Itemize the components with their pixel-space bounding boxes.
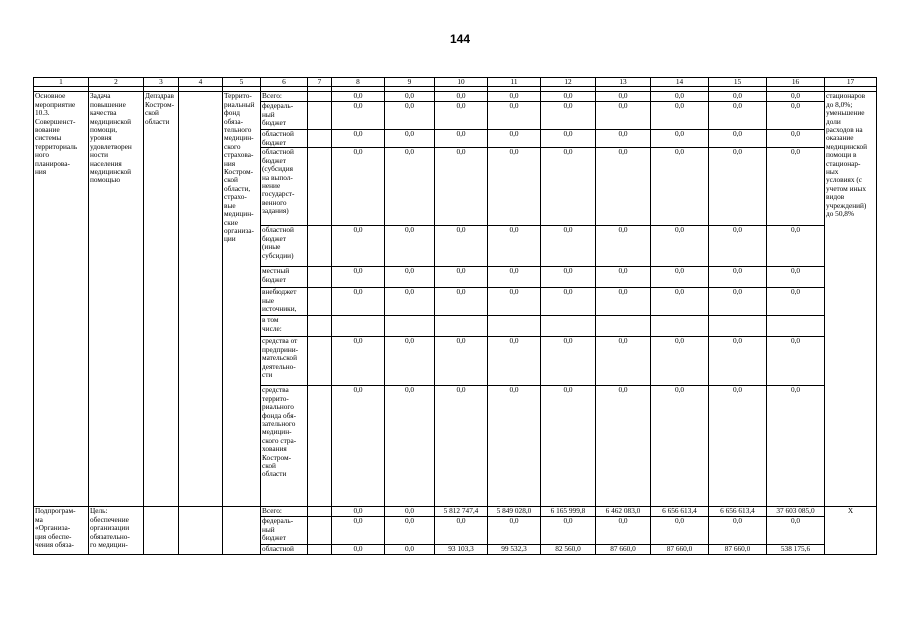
value-cell: 0,0: [596, 226, 651, 267]
value-cell: 0,0: [541, 517, 596, 545]
value-cell: 6 656 613,4: [651, 507, 709, 517]
value-cell: 0,0: [385, 337, 435, 386]
column-number: 8: [332, 78, 385, 87]
value-cell: 0,0: [385, 102, 435, 130]
value-cell: 0,0: [596, 148, 651, 226]
value-cell: 0,0: [709, 92, 767, 102]
value-cell: 0,0: [709, 102, 767, 130]
value-cell: 0,0: [596, 337, 651, 386]
empty-cell: [223, 507, 261, 555]
funding-source-cell: областной: [261, 545, 308, 555]
empty-cell: [308, 386, 332, 507]
funding-source-cell: внебюджет ные источники,: [261, 288, 308, 316]
value-cell: 0,0: [435, 288, 488, 316]
value-cell: 538 175,6: [767, 545, 825, 555]
value-cell: 0,0: [596, 267, 651, 288]
activity-cell: Подпрограм- ма «Организа- ция обеспе- чения обяза-: [34, 507, 89, 555]
value-cell: 0,0: [385, 148, 435, 226]
value-cell: 0,0: [332, 267, 385, 288]
value-cell: 0,0: [488, 92, 541, 102]
value-cell: 0,0: [651, 288, 709, 316]
value-cell: 0,0: [709, 226, 767, 267]
empty-cell: [308, 92, 332, 102]
empty-cell: [308, 316, 332, 337]
value-cell: 93 103,3: [435, 545, 488, 555]
value-cell: 0,0: [767, 386, 825, 507]
value-cell: 0,0: [385, 92, 435, 102]
value-cell: 0,0: [385, 517, 435, 545]
empty-cell: [308, 226, 332, 267]
activity-cell: Основное мероприятие 10.3. Совершенст- вование системы территориаль ного планирова- ния: [34, 92, 89, 507]
value-cell: 0,0: [596, 130, 651, 148]
funding-source-cell: в том числе:: [261, 316, 308, 337]
value-cell: 0,0: [332, 507, 385, 517]
indicator-cell: стационаров до 8,0%; уменьшение доли расходов на оказание медицинской помощи в стационар- ных условиях (с учетом иных видов учреждений) до 50,8%: [825, 92, 877, 507]
column-number: 6: [261, 78, 308, 87]
column-number: 10: [435, 78, 488, 87]
value-cell: 0,0: [332, 130, 385, 148]
value-cell: 0,0: [651, 130, 709, 148]
empty-cell: [308, 337, 332, 386]
value-cell: 0,0: [435, 92, 488, 102]
value-cell: [332, 316, 385, 337]
value-cell: 0,0: [767, 288, 825, 316]
value-cell: [541, 316, 596, 337]
value-cell: 0,0: [385, 507, 435, 517]
funding-source-cell: средства террито- риального фонда обя- зательного медицин- ского стра- хования Костром- ской области: [261, 386, 308, 507]
value-cell: 0,0: [767, 102, 825, 130]
column-number-row: [34, 78, 877, 87]
value-cell: 0,0: [651, 102, 709, 130]
value-cell: 0,0: [435, 267, 488, 288]
value-cell: 0,0: [385, 386, 435, 507]
empty-cell: [308, 517, 332, 545]
value-cell: [651, 316, 709, 337]
column-number: 16: [767, 78, 825, 87]
value-cell: 0,0: [385, 130, 435, 148]
value-cell: 0,0: [488, 386, 541, 507]
value-cell: 0,0: [541, 337, 596, 386]
column-number: 14: [651, 78, 709, 87]
value-cell: 0,0: [651, 386, 709, 507]
value-cell: 0,0: [767, 267, 825, 288]
value-cell: 0,0: [488, 517, 541, 545]
value-cell: [596, 316, 651, 337]
value-cell: 0,0: [651, 517, 709, 545]
column-number: 5: [223, 78, 261, 87]
empty-cell: [179, 92, 223, 507]
funding-source-cell: местный бюджет: [261, 267, 308, 288]
task-cell: Задача повышение качества медицинской помощи, уровня удовлетворен ности населения медицинской помощью: [89, 92, 144, 507]
value-cell: 0,0: [767, 337, 825, 386]
value-cell: 0,0: [767, 92, 825, 102]
value-cell: 0,0: [709, 337, 767, 386]
value-cell: 0,0: [541, 92, 596, 102]
budget-table: [33, 77, 877, 555]
value-cell: 0,0: [709, 148, 767, 226]
value-cell: [709, 316, 767, 337]
value-cell: [488, 316, 541, 337]
value-cell: 0,0: [767, 517, 825, 545]
value-cell: 0,0: [435, 386, 488, 507]
value-cell: [385, 316, 435, 337]
value-cell: 0,0: [709, 288, 767, 316]
empty-cell: [308, 288, 332, 316]
value-cell: 0,0: [332, 545, 385, 555]
column-number: 3: [144, 78, 179, 87]
value-cell: 0,0: [488, 130, 541, 148]
empty-cell: [308, 267, 332, 288]
value-cell: 87 660,0: [596, 545, 651, 555]
funding-source-cell: Всего:: [261, 92, 308, 102]
value-cell: 5 812 747,4: [435, 507, 488, 517]
participants-cell: Террито- риальный фонд обяза- тельного медицин- ского страхова- ния Костром- ской области, страхо- вые медицин- ские организа- ции: [223, 92, 261, 507]
funding-source-cell: федераль- ный бюджет: [261, 102, 308, 130]
value-cell: 0,0: [385, 545, 435, 555]
value-cell: 0,0: [488, 267, 541, 288]
value-cell: 0,0: [709, 130, 767, 148]
value-cell: 0,0: [541, 288, 596, 316]
funding-source-cell: Всего:: [261, 507, 308, 517]
value-cell: 0,0: [541, 102, 596, 130]
value-cell: 0,0: [385, 226, 435, 267]
value-cell: [435, 316, 488, 337]
funding-source-cell: областной бюджет: [261, 130, 308, 148]
value-cell: 0,0: [541, 226, 596, 267]
column-number: 17: [825, 78, 877, 87]
value-cell: 0,0: [488, 288, 541, 316]
value-cell: 0,0: [767, 130, 825, 148]
value-cell: 0,0: [651, 92, 709, 102]
funding-source-cell: областной бюджет (иные субсидии): [261, 226, 308, 267]
empty-cell: [308, 102, 332, 130]
value-cell: 0,0: [596, 102, 651, 130]
value-cell: 0,0: [332, 386, 385, 507]
value-cell: 0,0: [651, 267, 709, 288]
value-cell: 0,0: [332, 226, 385, 267]
funding-source-cell: областной бюджет (субсидия на выпол- нение государст- венного задания): [261, 148, 308, 226]
value-cell: 6 462 083,0: [596, 507, 651, 517]
column-number: 9: [385, 78, 435, 87]
column-number: 13: [596, 78, 651, 87]
value-cell: 0,0: [651, 226, 709, 267]
value-cell: 0,0: [332, 517, 385, 545]
value-cell: 0,0: [435, 102, 488, 130]
value-cell: 0,0: [332, 148, 385, 226]
empty-cell: [308, 148, 332, 226]
value-cell: 0,0: [435, 226, 488, 267]
value-cell: 6 656 613,4: [709, 507, 767, 517]
value-cell: 6 165 999,8: [541, 507, 596, 517]
value-cell: 0,0: [435, 337, 488, 386]
column-number: 12: [541, 78, 596, 87]
column-number: 7: [308, 78, 332, 87]
task-cell: Цель: обеспечение организации обязательно- го медицин-: [89, 507, 144, 555]
value-cell: 0,0: [332, 102, 385, 130]
column-number: 4: [179, 78, 223, 87]
empty-cell: [308, 507, 332, 517]
column-number: 2: [89, 78, 144, 87]
value-cell: 87 660,0: [709, 545, 767, 555]
value-cell: 82 560,0: [541, 545, 596, 555]
value-cell: 0,0: [332, 92, 385, 102]
empty-cell: [179, 507, 223, 555]
value-cell: 0,0: [488, 226, 541, 267]
value-cell: 0,0: [651, 337, 709, 386]
value-cell: 0,0: [541, 386, 596, 507]
value-cell: 0,0: [709, 386, 767, 507]
value-cell: 0,0: [596, 92, 651, 102]
value-cell: 0,0: [385, 288, 435, 316]
table-row: [34, 507, 877, 517]
executor-cell: Депздрав Костром- ской области: [144, 92, 179, 507]
value-cell: 0,0: [541, 148, 596, 226]
value-cell: 37 603 085,0: [767, 507, 825, 517]
value-cell: 0,0: [435, 148, 488, 226]
page-number: 144: [449, 32, 471, 46]
value-cell: 0,0: [488, 102, 541, 130]
column-number: 15: [709, 78, 767, 87]
table-row: [34, 92, 877, 102]
value-cell: 0,0: [541, 130, 596, 148]
value-cell: 0,0: [488, 148, 541, 226]
value-cell: 0,0: [596, 386, 651, 507]
value-cell: 0,0: [435, 130, 488, 148]
funding-source-cell: федераль- ный бюджет: [261, 517, 308, 545]
value-cell: 0,0: [767, 148, 825, 226]
value-cell: 0,0: [651, 148, 709, 226]
empty-cell: [144, 507, 179, 555]
column-number: 11: [488, 78, 541, 87]
value-cell: 0,0: [332, 337, 385, 386]
value-cell: 0,0: [488, 337, 541, 386]
column-number: 1: [34, 78, 89, 87]
value-cell: 5 849 028,0: [488, 507, 541, 517]
empty-cell: [308, 545, 332, 555]
value-cell: 0,0: [541, 267, 596, 288]
value-cell: 0,0: [435, 517, 488, 545]
table-body: [34, 78, 877, 555]
value-cell: 0,0: [709, 267, 767, 288]
value-cell: 99 532,3: [488, 545, 541, 555]
value-cell: 0,0: [596, 288, 651, 316]
value-cell: 0,0: [596, 517, 651, 545]
value-cell: [767, 316, 825, 337]
value-cell: 0,0: [767, 226, 825, 267]
value-cell: 0,0: [385, 267, 435, 288]
empty-cell: [308, 130, 332, 148]
value-cell: 0,0: [709, 517, 767, 545]
indicator-cell: Х: [825, 507, 877, 555]
value-cell: 87 660,0: [651, 545, 709, 555]
funding-source-cell: средства от предприни- мательской деятельно- сти: [261, 337, 308, 386]
value-cell: 0,0: [332, 288, 385, 316]
